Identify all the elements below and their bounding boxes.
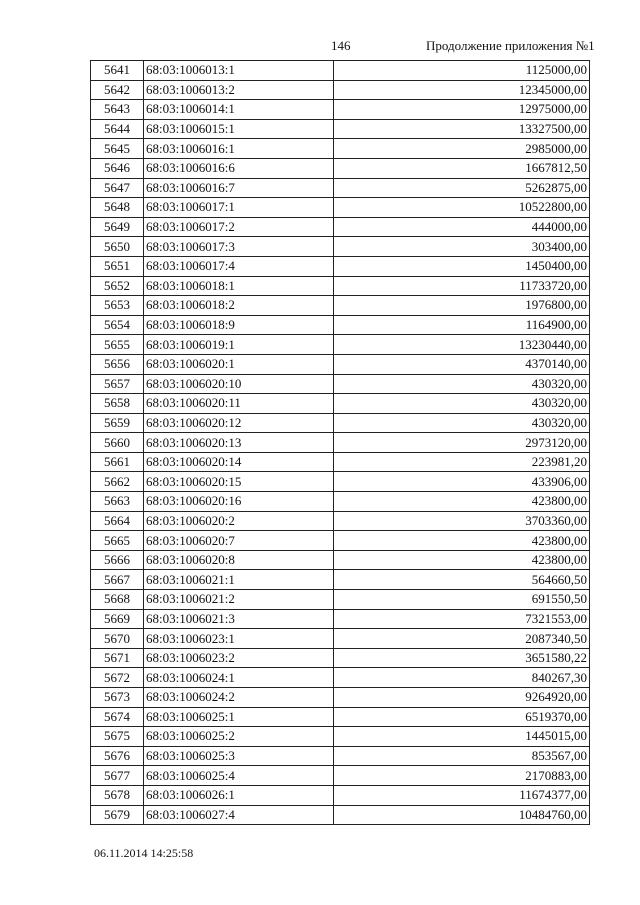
row-number: 5646 bbox=[91, 158, 144, 178]
cadastral-number: 68:03:1006020:13 bbox=[144, 433, 334, 453]
cadastral-value: 11733720,00 bbox=[334, 276, 590, 296]
cadastral-number: 68:03:1006018:1 bbox=[144, 276, 334, 296]
row-number: 5673 bbox=[91, 688, 144, 708]
table-row bbox=[91, 158, 590, 178]
table-row bbox=[91, 805, 590, 825]
cadastral-value: 423800,00 bbox=[334, 492, 590, 512]
row-number: 5653 bbox=[91, 296, 144, 316]
cadastral-number: 68:03:1006020:12 bbox=[144, 413, 334, 433]
cadastral-value: 1667812,50 bbox=[334, 158, 590, 178]
row-number: 5677 bbox=[91, 766, 144, 786]
row-number: 5652 bbox=[91, 276, 144, 296]
row-number: 5644 bbox=[91, 119, 144, 139]
cadastral-number: 68:03:1006020:16 bbox=[144, 492, 334, 512]
cadastral-number: 68:03:1006020:11 bbox=[144, 394, 334, 414]
row-number: 5667 bbox=[91, 570, 144, 590]
row-number: 5642 bbox=[91, 80, 144, 100]
cadastral-value: 423800,00 bbox=[334, 550, 590, 570]
cadastral-number: 68:03:1006021:3 bbox=[144, 609, 334, 629]
table-row bbox=[91, 629, 590, 649]
row-number: 5676 bbox=[91, 746, 144, 766]
cadastral-number: 68:03:1006025:4 bbox=[144, 766, 334, 786]
cadastral-number: 68:03:1006013:2 bbox=[144, 80, 334, 100]
row-number: 5665 bbox=[91, 531, 144, 551]
cadastral-value: 430320,00 bbox=[334, 413, 590, 433]
cadastral-number: 68:03:1006021:1 bbox=[144, 570, 334, 590]
cadastral-number: 68:03:1006024:2 bbox=[144, 688, 334, 708]
cadastral-number: 68:03:1006023:2 bbox=[144, 648, 334, 668]
table-row bbox=[91, 472, 590, 492]
row-number: 5649 bbox=[91, 217, 144, 237]
row-number: 5661 bbox=[91, 452, 144, 472]
table-row bbox=[91, 354, 590, 374]
table-row bbox=[91, 80, 590, 100]
cadastral-number: 68:03:1006021:2 bbox=[144, 590, 334, 610]
cadastral-number: 68:03:1006017:1 bbox=[144, 198, 334, 218]
cadastral-number: 68:03:1006020:7 bbox=[144, 531, 334, 551]
table-row bbox=[91, 648, 590, 668]
cadastral-number: 68:03:1006027:4 bbox=[144, 805, 334, 825]
cadastral-value: 2985000,00 bbox=[334, 139, 590, 159]
row-number: 5671 bbox=[91, 648, 144, 668]
table-row bbox=[91, 727, 590, 747]
cadastral-value: 9264920,00 bbox=[334, 688, 590, 708]
table-row bbox=[91, 296, 590, 316]
cadastral-value: 1976800,00 bbox=[334, 296, 590, 316]
cadastral-number: 68:03:1006020:2 bbox=[144, 511, 334, 531]
table-row bbox=[91, 139, 590, 159]
row-number: 5643 bbox=[91, 100, 144, 120]
table-row bbox=[91, 315, 590, 335]
cadastral-number: 68:03:1006017:4 bbox=[144, 256, 334, 276]
cadastral-number: 68:03:1006025:2 bbox=[144, 727, 334, 747]
cadastral-value: 6519370,00 bbox=[334, 707, 590, 727]
table-row bbox=[91, 785, 590, 805]
table-body bbox=[91, 61, 590, 825]
table-row bbox=[91, 590, 590, 610]
row-number: 5650 bbox=[91, 237, 144, 257]
table-row bbox=[91, 276, 590, 296]
cadastral-value: 840267,30 bbox=[334, 668, 590, 688]
cadastral-number: 68:03:1006019:1 bbox=[144, 335, 334, 355]
table-row bbox=[91, 531, 590, 551]
table-row bbox=[91, 198, 590, 218]
row-number: 5641 bbox=[91, 61, 144, 81]
row-number: 5674 bbox=[91, 707, 144, 727]
cadastral-number: 68:03:1006015:1 bbox=[144, 119, 334, 139]
row-number: 5663 bbox=[91, 492, 144, 512]
cadastral-number: 68:03:1006017:2 bbox=[144, 217, 334, 237]
row-number: 5655 bbox=[91, 335, 144, 355]
cadastral-value: 433906,00 bbox=[334, 472, 590, 492]
cadastral-value: 10484760,00 bbox=[334, 805, 590, 825]
cadastral-value: 13327500,00 bbox=[334, 119, 590, 139]
table-row bbox=[91, 217, 590, 237]
table-row bbox=[91, 668, 590, 688]
cadastral-value: 12975000,00 bbox=[334, 100, 590, 120]
cadastral-value: 691550,50 bbox=[334, 590, 590, 610]
cadastral-number: 68:03:1006023:1 bbox=[144, 629, 334, 649]
row-number: 5672 bbox=[91, 668, 144, 688]
row-number: 5662 bbox=[91, 472, 144, 492]
page-number: 146 bbox=[331, 38, 351, 53]
table-row bbox=[91, 61, 590, 81]
cadastral-number: 68:03:1006024:1 bbox=[144, 668, 334, 688]
row-number: 5668 bbox=[91, 590, 144, 610]
cadastral-number: 68:03:1006020:14 bbox=[144, 452, 334, 472]
cadastral-value: 2087340,50 bbox=[334, 629, 590, 649]
table-row bbox=[91, 511, 590, 531]
cadastral-value: 564660,50 bbox=[334, 570, 590, 590]
cadastral-number: 68:03:1006017:3 bbox=[144, 237, 334, 257]
cadastral-number: 68:03:1006020:1 bbox=[144, 354, 334, 374]
row-number: 5654 bbox=[91, 315, 144, 335]
cadastral-number: 68:03:1006016:1 bbox=[144, 139, 334, 159]
cadastral-value: 5262875,00 bbox=[334, 178, 590, 198]
table-row bbox=[91, 452, 590, 472]
table-row bbox=[91, 550, 590, 570]
row-number: 5645 bbox=[91, 139, 144, 159]
row-number: 5679 bbox=[91, 805, 144, 825]
table-row bbox=[91, 237, 590, 257]
cadastral-value: 1450400,00 bbox=[334, 256, 590, 276]
table-row bbox=[91, 609, 590, 629]
row-number: 5656 bbox=[91, 354, 144, 374]
cadastral-value: 4370140,00 bbox=[334, 354, 590, 374]
table-row bbox=[91, 707, 590, 727]
cadastral-value: 423800,00 bbox=[334, 531, 590, 551]
table-row bbox=[91, 256, 590, 276]
table-row bbox=[91, 766, 590, 786]
cadastral-number: 68:03:1006016:7 bbox=[144, 178, 334, 198]
cadastral-value: 853567,00 bbox=[334, 746, 590, 766]
cadastral-number: 68:03:1006018:9 bbox=[144, 315, 334, 335]
row-number: 5670 bbox=[91, 629, 144, 649]
table-row bbox=[91, 413, 590, 433]
row-number: 5669 bbox=[91, 609, 144, 629]
cadastral-number: 68:03:1006020:8 bbox=[144, 550, 334, 570]
cadastral-value: 13230440,00 bbox=[334, 335, 590, 355]
cadastral-value: 2170883,00 bbox=[334, 766, 590, 786]
row-number: 5666 bbox=[91, 550, 144, 570]
row-number: 5647 bbox=[91, 178, 144, 198]
table-row bbox=[91, 394, 590, 414]
row-number: 5658 bbox=[91, 394, 144, 414]
cadastral-number: 68:03:1006014:1 bbox=[144, 100, 334, 120]
table-row bbox=[91, 688, 590, 708]
table-row bbox=[91, 100, 590, 120]
table-row bbox=[91, 374, 590, 394]
cadastral-value: 3703360,00 bbox=[334, 511, 590, 531]
cadastral-value: 444000,00 bbox=[334, 217, 590, 237]
table-row bbox=[91, 492, 590, 512]
row-number: 5648 bbox=[91, 198, 144, 218]
table-row bbox=[91, 570, 590, 590]
row-number: 5657 bbox=[91, 374, 144, 394]
row-number: 5659 bbox=[91, 413, 144, 433]
table-row bbox=[91, 119, 590, 139]
cadastral-value: 12345000,00 bbox=[334, 80, 590, 100]
cadastral-number: 68:03:1006026:1 bbox=[144, 785, 334, 805]
cadastral-value: 10522800,00 bbox=[334, 198, 590, 218]
row-number: 5660 bbox=[91, 433, 144, 453]
table-row bbox=[91, 335, 590, 355]
cadastral-number: 68:03:1006025:1 bbox=[144, 707, 334, 727]
cadastral-value: 430320,00 bbox=[334, 374, 590, 394]
cadastral-value: 2973120,00 bbox=[334, 433, 590, 453]
row-number: 5675 bbox=[91, 727, 144, 747]
row-number: 5664 bbox=[91, 511, 144, 531]
cadastral-number: 68:03:1006020:15 bbox=[144, 472, 334, 492]
cadastral-value: 430320,00 bbox=[334, 394, 590, 414]
table-row bbox=[91, 178, 590, 198]
cadastral-value: 1445015,00 bbox=[334, 727, 590, 747]
table-row bbox=[91, 433, 590, 453]
row-number: 5651 bbox=[91, 256, 144, 276]
cadastral-value: 1164900,00 bbox=[334, 315, 590, 335]
cadastral-number: 68:03:1006013:1 bbox=[144, 61, 334, 81]
table-row bbox=[91, 746, 590, 766]
cadastral-number: 68:03:1006018:2 bbox=[144, 296, 334, 316]
cadastral-value: 11674377,00 bbox=[334, 785, 590, 805]
cadastral-value: 1125000,00 bbox=[334, 61, 590, 81]
cadastral-value: 3651580,22 bbox=[334, 648, 590, 668]
cadastral-number: 68:03:1006016:6 bbox=[144, 158, 334, 178]
print-timestamp: 06.11.2014 14:25:58 bbox=[94, 846, 194, 860]
cadastral-value: 7321553,00 bbox=[334, 609, 590, 629]
cadastral-value: 303400,00 bbox=[334, 237, 590, 257]
continuation-label: Продолжение приложения №1 bbox=[426, 38, 595, 53]
cadastral-number: 68:03:1006025:3 bbox=[144, 746, 334, 766]
row-number: 5678 bbox=[91, 785, 144, 805]
cadastral-number: 68:03:1006020:10 bbox=[144, 374, 334, 394]
cadastral-value: 223981,20 bbox=[334, 452, 590, 472]
cadastral-value-table bbox=[90, 60, 590, 825]
